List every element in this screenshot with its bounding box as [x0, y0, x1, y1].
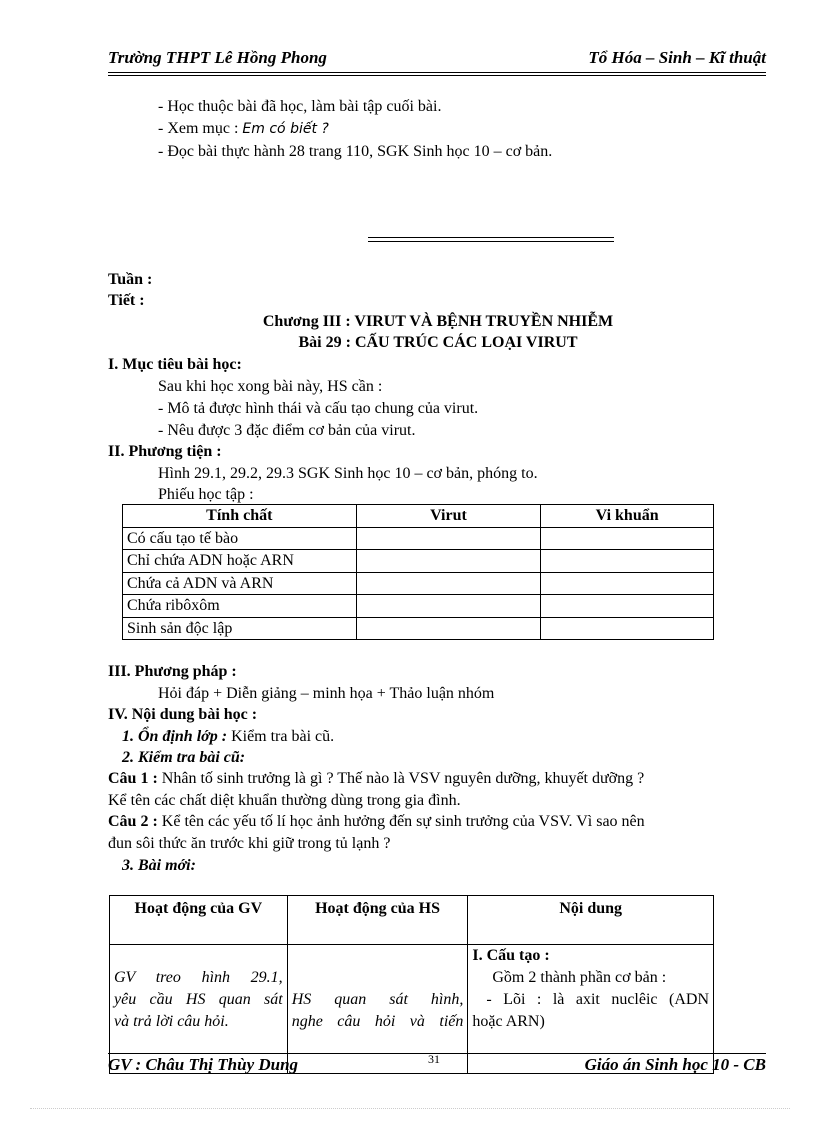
step-1 — [122, 728, 334, 746]
materials-line-2: Phiếu học tập : — [158, 486, 254, 503]
worksheet-row-label: Chứa cả ADN và ARN — [123, 572, 357, 595]
page-number: 31 — [428, 1052, 440, 1066]
worksheet-row-label: Có cấu tạo tế bào — [123, 527, 357, 550]
worksheet-cell — [541, 527, 714, 550]
footer-rule — [108, 1053, 766, 1054]
activity-header-row — [110, 896, 714, 945]
header-rule — [108, 72, 766, 73]
student-line: HS quan sát hình, — [291, 991, 464, 1008]
table-row — [123, 572, 714, 595]
materials-heading: II. Phương tiện : — [108, 443, 222, 460]
worksheet-row-label: Chỉ chứa ADN hoặc ARN — [123, 550, 357, 573]
content-heading: IV. Nội dung bài học : — [108, 706, 258, 723]
header-school: Trường THPT Lê Hồng Phong — [108, 48, 327, 67]
homework-line-2 — [158, 120, 329, 138]
question-1-line-1 — [108, 770, 644, 788]
step-3-label: 3. Bài mới: — [122, 857, 196, 874]
question-2-text: Kể tên các yếu tố lí học ảnh hưởng đến sự sinh trưởng của VSV. Vì sao nên — [157, 813, 645, 830]
homework-line-2-italic: Em có biết ? — [242, 121, 329, 137]
table-row — [123, 617, 714, 640]
teacher-line: yêu cầu HS quan sát — [114, 991, 283, 1008]
question-1-line-2: Kể tên các chất diệt khuẩn thường dùng trong gia đình. — [108, 792, 461, 809]
worksheet-cell — [541, 550, 714, 573]
objectives-item-2: - Nêu được 3 đặc điểm cơ bản của virut. — [158, 422, 416, 439]
worksheet-cell — [356, 572, 541, 595]
worksheet-header-row — [123, 505, 714, 528]
question-2-line-2: đun sôi thức ăn trước khi giữ trong tủ lạnh ? — [108, 835, 391, 852]
student-line: nghe câu hỏi và tiến — [291, 1013, 464, 1030]
table-row — [123, 595, 714, 618]
worksheet-cell — [541, 595, 714, 618]
section-separator-2 — [368, 241, 614, 242]
table-row — [123, 550, 714, 573]
footer-book: Giáo án Sinh học 10 - CB — [584, 1055, 766, 1074]
homework-line-3: - Đọc bài thực hành 28 trang 110, SGK Sinh học 10 – cơ bản. — [158, 143, 553, 160]
worksheet-header-bacteria: Vi khuẩn — [541, 505, 714, 528]
activity-student-cell — [287, 945, 468, 1074]
footer-teacher: GV : Châu Thị Thùy Dung — [108, 1055, 299, 1074]
content-section-heading: I. Cấu tạo : — [472, 947, 550, 964]
worksheet-cell — [541, 617, 714, 640]
activity-header-student: Hoạt động của HS — [287, 896, 468, 945]
content-line: - Lõi : là axit nuclêic (ADN — [486, 991, 709, 1008]
section-separator — [368, 237, 614, 238]
worksheet-table — [122, 504, 714, 640]
header-department: Tổ Hóa – Sinh – Kĩ thuật — [588, 48, 766, 67]
step-1-text: Kiểm tra bài cũ. — [227, 728, 335, 745]
header-rule-thin — [108, 75, 766, 76]
methods-heading: III. Phương pháp : — [108, 663, 237, 680]
objectives-intro: Sau khi học xong bài này, HS cần : — [158, 378, 383, 395]
question-1-label: Câu 1 : — [108, 770, 158, 787]
teacher-line: và trả lời câu hỏi. — [114, 1013, 229, 1030]
worksheet-row-label: Chứa ribôxôm — [123, 595, 357, 618]
chapter-title: Chương III : VIRUT VÀ BỆNH TRUYỀN NHIỄM — [262, 313, 614, 330]
content-line: hoặc ARN) — [472, 1013, 545, 1030]
homework-line-2-prefix: - Xem mục : — [158, 120, 243, 137]
worksheet-cell — [541, 572, 714, 595]
activity-header-content: Nội dung — [468, 896, 714, 945]
methods-text: Hỏi đáp + Diễn giảng – minh họa + Thảo luận nhóm — [158, 685, 495, 702]
objectives-heading: I. Mục tiêu bài học: — [108, 356, 242, 373]
page-bottom-dotted-rule — [30, 1108, 790, 1109]
question-1-text: Nhân tố sinh trưởng là gì ? Thế nào là VSV nguyên dưỡng, khuyết dưỡng ? — [157, 770, 645, 787]
worksheet-header-property: Tính chất — [123, 505, 357, 528]
worksheet-cell — [356, 595, 541, 618]
worksheet-cell — [356, 617, 541, 640]
week-label: Tuần : — [108, 271, 153, 288]
worksheet-cell — [356, 527, 541, 550]
step-1-label: 1. Ổn định lớp : — [122, 728, 228, 745]
worksheet-row-label: Sinh sản độc lập — [123, 617, 357, 640]
content-line: Gồm 2 thành phần cơ bản : — [492, 969, 667, 986]
question-2-label: Câu 2 : — [108, 813, 158, 830]
lesson-title: Bài 29 : CẤU TRÚC CÁC LOẠI VIRUT — [298, 334, 578, 351]
objectives-item-1: - Mô tả được hình thái và cấu tạo chung của virut. — [158, 400, 479, 417]
activity-table — [109, 895, 714, 1074]
teacher-line: GV treo hình 29.1, — [114, 969, 283, 986]
worksheet-cell — [356, 550, 541, 573]
question-2-line-1 — [108, 813, 645, 831]
materials-line-1: Hình 29.1, 29.2, 29.3 SGK Sinh học 10 – cơ bản, phóng to. — [158, 465, 538, 482]
worksheet-header-virus: Virut — [356, 505, 541, 528]
homework-line-1: - Học thuộc bài đã học, làm bài tập cuối bài. — [158, 98, 442, 115]
step-2-label: 2. Kiểm tra bài cũ: — [122, 749, 246, 766]
table-row — [123, 527, 714, 550]
activity-header-teacher: Hoạt động của GV — [110, 896, 288, 945]
period-label: Tiết : — [108, 292, 145, 309]
